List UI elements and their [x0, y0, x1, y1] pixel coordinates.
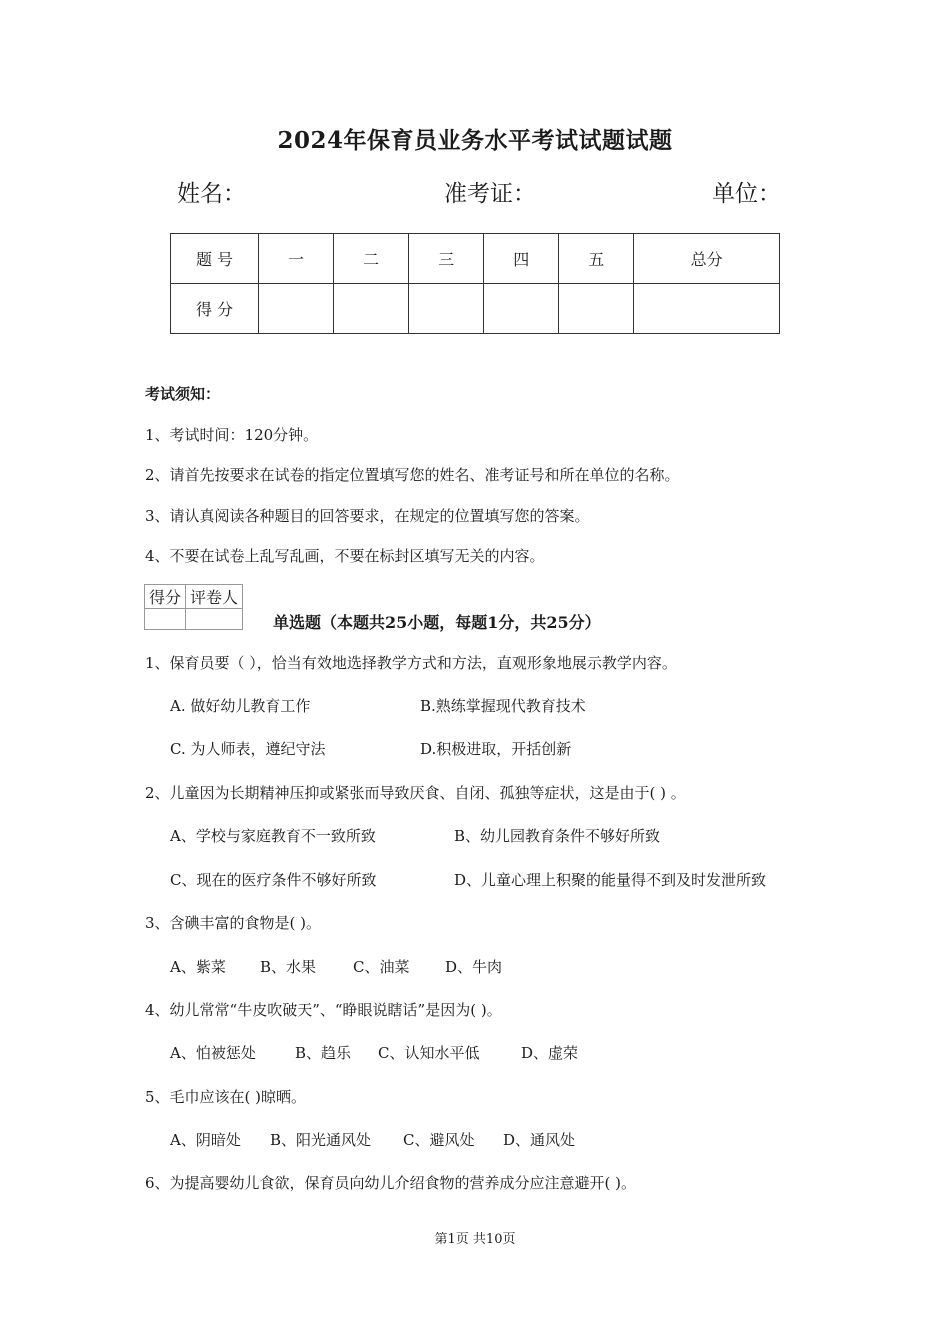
- name-label: 姓名：: [177, 181, 246, 207]
- question-option: C、油菜: [353, 958, 410, 976]
- page-footer: 第1页 共10页: [434, 1232, 516, 1247]
- score-table-score-row: [171, 284, 780, 334]
- question-option: B.熟练掌握现代教育技术: [420, 697, 586, 715]
- question-option: D、虚荣: [521, 1044, 579, 1062]
- question-stem: 1、保育员要（ ），恰当有效地选择教学方式和方法，直观形象地展示教学内容。: [145, 654, 677, 672]
- score-cell: [634, 284, 780, 334]
- grader-score-label: 得分: [145, 585, 186, 609]
- question-option: C. 为人师表，遵纪守法: [170, 740, 326, 758]
- question-option: D.积极进取，开括创新: [420, 740, 572, 758]
- score-cell: [409, 284, 484, 334]
- score-cell: [334, 284, 409, 334]
- score-table-col-5: 五: [559, 234, 634, 284]
- question-option: C、避风处: [403, 1131, 475, 1149]
- score-table-header-row: [171, 234, 780, 284]
- question-option: C、认知水平低: [378, 1044, 480, 1062]
- question-option: A、怕被惩处: [170, 1044, 256, 1062]
- question-option: D、儿童心理上积聚的能量得不到及时发泄所致: [454, 871, 767, 889]
- question-option: D、牛肉: [445, 958, 503, 976]
- question-stem: 2、儿童因为长期精神压抑或紧张而导致厌食、自闭、孤独等症状，这是由于( ) 。: [145, 784, 686, 802]
- score-table-score-label: 得 分: [171, 284, 259, 334]
- grader-score-cell: [145, 609, 186, 630]
- grader-name-cell: [186, 609, 243, 630]
- question-option: B、幼儿园教育条件不够好所致: [454, 827, 661, 845]
- score-table-header-label: 题 号: [171, 234, 259, 284]
- question-stem: 5、毛巾应该在( )晾晒。: [145, 1088, 307, 1106]
- score-cell: [484, 284, 559, 334]
- question-option: C、现在的医疗条件不够好所致: [170, 871, 377, 889]
- score-table-col-1: 一: [259, 234, 334, 284]
- notice-title: 考试须知：: [145, 385, 221, 403]
- question-option: D、通风处: [503, 1131, 576, 1149]
- score-cell: [559, 284, 634, 334]
- score-table-col-3: 三: [409, 234, 484, 284]
- question-option: A. 做好幼儿教育工作: [170, 697, 311, 715]
- grader-box: [144, 584, 243, 630]
- question-option: A、阴暗处: [170, 1131, 241, 1149]
- notice-item: 1、考试时间：120分钟。: [145, 426, 319, 444]
- score-table-col-4: 四: [484, 234, 559, 284]
- page-title: 2024年保育员业务水平考试试题试题: [277, 127, 673, 154]
- question-option: B、水果: [260, 958, 317, 976]
- unit-label: 单位：: [712, 181, 781, 207]
- question-stem: 6、为提高婴幼儿食欲，保育员向幼儿介绍食物的营养成分应注意避开( )。: [145, 1174, 637, 1192]
- grader-name-label: 评卷人: [186, 585, 243, 609]
- score-table: [170, 233, 780, 334]
- score-table-col-total: 总分: [634, 234, 780, 284]
- notice-item: 3、请认真阅读各种题目的回答要求，在规定的位置填写您的答案。: [145, 507, 590, 525]
- question-option: A、紫菜: [170, 958, 226, 976]
- question-stem: 3、含碘丰富的食物是( )。: [145, 914, 322, 932]
- exam-number-label: 准考证：: [444, 181, 536, 207]
- question-option: B、趋乐: [295, 1044, 352, 1062]
- score-cell: [259, 284, 334, 334]
- notice-item: 4、不要在试卷上乱写乱画，不要在标封区填写无关的内容。: [145, 547, 545, 565]
- notice-item: 2、请首先按要求在试卷的指定位置填写您的姓名、准考证号和所在单位的名称。: [145, 466, 680, 484]
- question-option: A、学校与家庭教育不一致所致: [170, 827, 376, 845]
- score-table-col-2: 二: [334, 234, 409, 284]
- question-stem: 4、幼儿常常“牛皮吹破天”、“睁眼说瞎话”是因为( )。: [145, 1001, 502, 1019]
- section-title: 单选题（本题共25小题，每题1分，共25分）: [273, 613, 601, 632]
- question-option: B、阳光通风处: [270, 1131, 372, 1149]
